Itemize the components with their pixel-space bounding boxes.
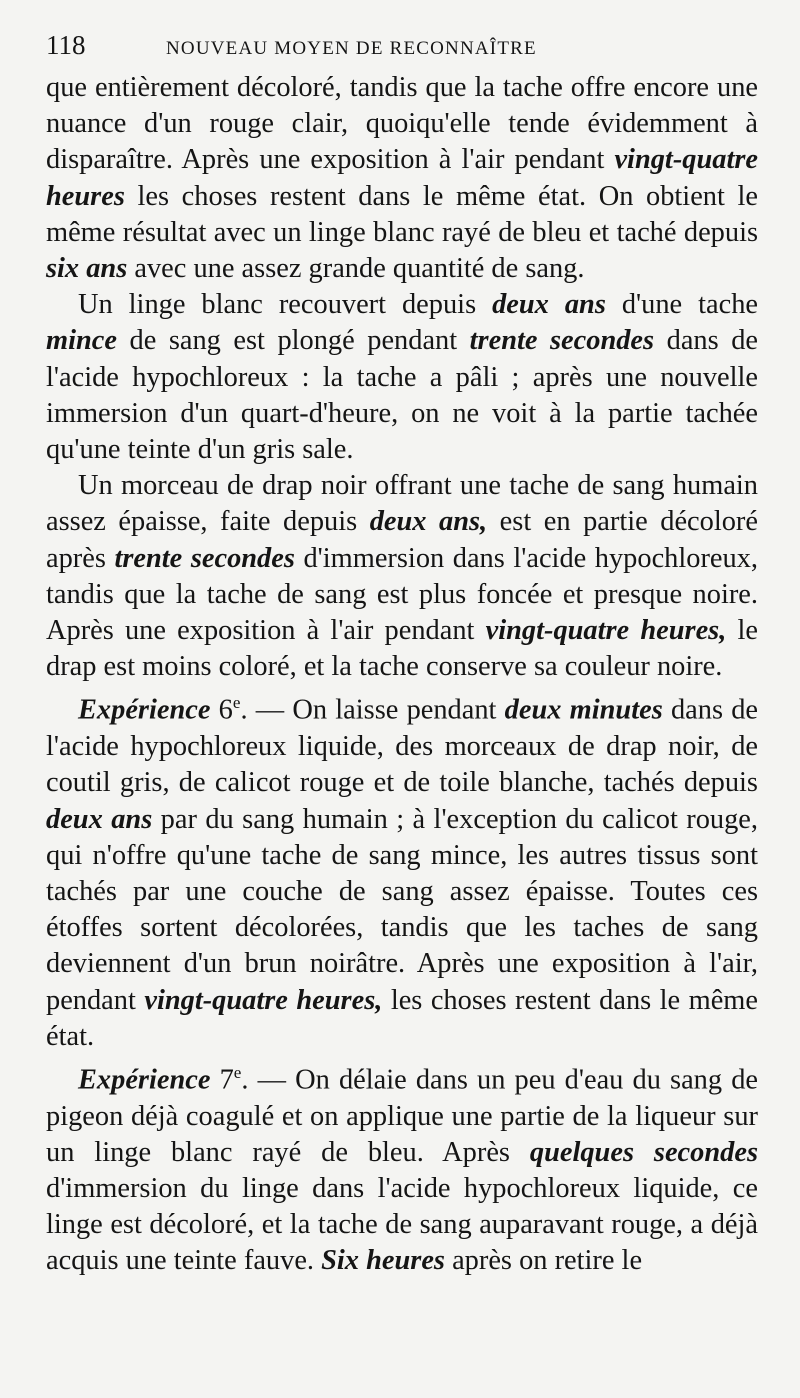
paragraph-1 [46, 70, 758, 287]
italic-run: Expérience [78, 694, 211, 726]
italic-run: vingt-quatre heures [46, 144, 758, 212]
text-run: après on retire le [444, 1245, 643, 1277]
page-number: 118 [46, 30, 86, 60]
text-run: le drap est moins coloré, et la tache conserve sa couleur noire. [46, 615, 759, 683]
text-run: 6 [210, 694, 233, 726]
text-run: d'immersion dans l'acide hypochloreux, tandis que la tache de sang est plus foncée et presque noire. Après une exposition à l'air pendant [46, 542, 758, 647]
italic-run: deux ans, [369, 506, 488, 538]
text-run: est en partie décoloré après [46, 506, 758, 574]
italic-run: quelques secondes [529, 1136, 758, 1168]
page-header [46, 30, 758, 70]
italic-run: trente secondes [114, 542, 295, 574]
text-run: Un morceau de drap noir offrant une tache de sang humain assez épaisse, faite depuis [46, 470, 758, 538]
text-run: Un linge blanc recouvert depuis [78, 289, 493, 321]
paragraph-5-experience-7 [46, 1055, 758, 1280]
text-run: . — On laisse pendant [240, 694, 505, 726]
italic-run: vingt-quatre heures, [485, 615, 727, 647]
italic-run: Expérience [78, 1064, 211, 1096]
superscript-run: e [233, 1062, 242, 1082]
italic-run: deux ans [46, 803, 153, 835]
text-run: les choses restent dans le même état. On obtient le même résultat avec un linge blanc rayé de bleu et taché depuis [46, 180, 758, 248]
text-run: par du sang humain ; à l'exception du calicot rouge, qui n'offre qu'une tache de sang mince, les autres tissus sont tachés par une couche de sang assez épaisse. Toutes ces étoffes sortent décolorées, tandis que les taches de sang deviennent d'un brun noirâtre. Après une exposition à l'air, pendant [46, 803, 758, 1016]
italic-run: Six heures [321, 1245, 445, 1277]
text-run: 7 [210, 1064, 234, 1096]
text-run: avec une assez grande quantité de sang. [127, 253, 585, 285]
running-head: NOUVEAU MOYEN DE RECONNAÎTRE [166, 38, 537, 59]
paragraph-4-experience-6 [46, 685, 758, 1055]
text-run: d'une tache [605, 289, 758, 321]
italic-run: deux minutes [504, 694, 663, 726]
paragraph-3 [46, 468, 758, 685]
text-run: dans de l'acide hypochloreux : la tache a pâli ; après une nouvelle immersion d'un quart-d'heure, on ne voit à la partie tachée qu'une teinte d'un gris sale. [46, 325, 758, 466]
text-run: dans de l'acide hypochloreux liquide, des morceaux de drap noir, de coutil gris, de calicot rouge et de toile blanche, tachés depuis [46, 694, 759, 799]
italic-run: vingt-quatre heures, [144, 984, 383, 1016]
text-run: les choses restent dans le même état. [46, 984, 758, 1052]
italic-run: six ans [46, 253, 128, 285]
paragraph-2 [46, 287, 758, 468]
text-run: que entièrement décoloré, tandis que la tache offre encore une nuance d'un rouge clair, quoiqu'elle tende évidemment à disparaître. Après une exposition à l'air pendant [46, 72, 758, 176]
italic-run: deux ans [492, 289, 606, 321]
body-text [46, 70, 758, 1280]
italic-run: trente secondes [469, 325, 655, 357]
text-run: . — On délaie dans un peu d'eau du sang de pigeon déjà coagulé et on applique une partie de la liqueur sur un linge blanc rayé de bleu. Après [46, 1064, 758, 1168]
superscript-run: e [232, 693, 241, 713]
italic-run: mince [46, 325, 117, 357]
text-run: d'immersion du linge dans l'acide hypochloreux liquide, ce linge est décoloré, et la tache de sang auparavant rouge, a déjà acquis une teinte fauve. [46, 1173, 758, 1277]
text-run: de sang est plongé pendant [116, 325, 470, 357]
